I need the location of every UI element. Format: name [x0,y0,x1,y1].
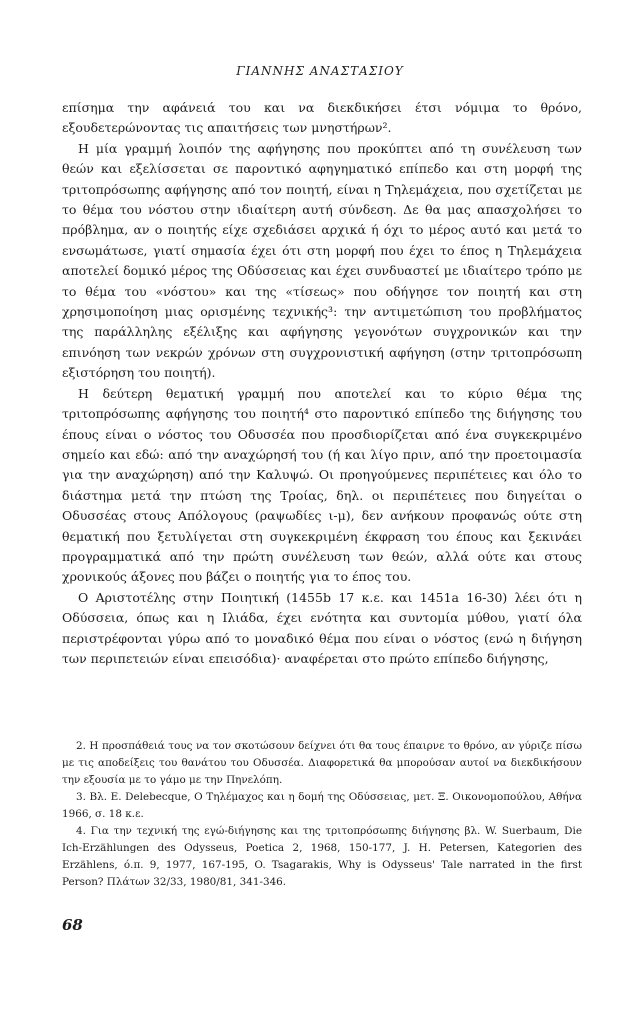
page-number: 68 [62,916,83,934]
body-text [62,98,582,669]
paragraph: Η μία γραμμή λοιπόν της αφήγησης που προκύπτει από τη συνέλευση των θεών και εξελίσσεται σε παροντικό αφηγηματικό επίπεδο και στη μορφή της τριτοπρόσωπης αφήγησης από τον ποιητή, είναι η Τηλεμάχεια, που σχετίζεται με το θέμα του νόστου στην ιδιαίτερη αυτή σύνδεση. Δε θα μας απασχολήσει το πρόβλημα, αν ο ποιητής είχε σχεδιάσει αρχικά ή όχι το μέρος αυτό και μετά το ενσωμάτωσε, γιατί σημασία έχει ότι στη μορφή που έχει το έπος η Τηλεμάχεια αποτελεί δομικό μέρος της Οδύσσειας και έχει συνδυαστεί με ιδιαίτερο τρόπο με το θέμα του «νόστου» και της «τίσεως» που οδήγησε τον ποιητή και στη χρησιμοποίηση μιας ορισμένης τεχνικής³: την αντιμετώπιση του προβλήματος της παράλληλης εξέλιξης και αφήγησης γεγονότων συγχρονικών και την επινόηση των νεκρών χρόνων στη συγχρονιστική αφήγηση (στην τριτοπρόσωπη εξιστόρηση του ποιητή). [62,140,582,381]
footnote: 3. Βλ. E. Delebecque, Ο Τηλέμαχος και η δομή της Οδύσσειας, μετ. Ξ. Οικονομοπούλου, Αθήνα 1966, σ. 18 κ.ε. [62,791,582,820]
footnote: 4. Για την τεχνική της εγώ-διήγησης και της τριτοπρόσωπης διήγησης βλ. W. Suerbaum, Die Ich-Erzählungen des Odysseus, Poetica 2, 1968, 150-177, J. H. Petersen, Kategorien des Erzählens, ό.π. 9, 1977, 167-195, O. Tsagarakis, Why is Odysseus' Tale narrated in the first Person? Πλάτων 32/33, 1980/81, 341-346. [62,825,582,888]
footnotes [62,738,582,891]
footnote: 2. Η προσπάθειά τους να τον σκοτώσουν δείχνει ότι θα τους έπαιρνε το θρόνο, αν γύριζε πίσω με τις αποδείξεις του θανάτου του Οδυσσέα. Διαφορετικά θα μπορούσαν αυτοί να διεκδικήσουν την εξουσία με το γάμο με την Πηνελόπη. [62,740,582,786]
running-head: ΓΙΑΝΝΗΣ ΑΝΑΣΤΑΣΙΟΥ [236,64,404,78]
paragraph: επίσημα την αφάνειά του και να διεκδικήσει έτσι νόμιμα το θρόνο, εξουδετερώνοντας τις απαιτήσεις των μνηστήρων². [62,100,582,136]
paragraph: Ο Αριστοτέλης στην Ποιητική (1455b 17 κ.ε. και 1451a 16-30) λέει ότι η Οδύσσεια, όπως και η Ιλιάδα, έχει ενότητα και συντομία μύθου, γιατί όλα περιστρέφονται γύρω από το μοναδικό θέμα που είναι ο νόστος (ενώ η διήγηση των περιπετειών είναι επεισόδια)· αναφέρεται στο πρώτο επίπεδο διήγησης, [62,589,582,666]
paragraph: Η δεύτερη θεματική γραμμή που αποτελεί και το κύριο θέμα της τριτοπρόσωπης αφήγησης του ποιητή⁴ στο παροντικό επίπεδο της διήγησης του έπους είναι ο νόστος του Οδυσσέα που προσδιορίζεται από ένα συγκεκριμένο σημείο και εδώ: από την αναχώρησή του (ή και λίγο πριν, από την προετοιμασία για την αναχώρηση) από την Καλυψώ. Οι προηγούμενες περιπέτειες και όλο το διάστημα μετά την πτώση της Τροίας, δηλ. οι περιπέτειες που διηγείται ο Οδυσσέας στους Απόλογους (ραψωδίες ι-μ), δεν ανήκουν προφανώς ούτε στη θεματική που ξετυλίγεται στη συγκεκριμένη έκφραση του έπους και ξεκινάει προγραμματικά από την πρώτη συνέλευση των θεών, αλλά ούτε και στους χρονικούς άξονες που βάζει ο ποιητής για το έπος του. [62,385,582,585]
